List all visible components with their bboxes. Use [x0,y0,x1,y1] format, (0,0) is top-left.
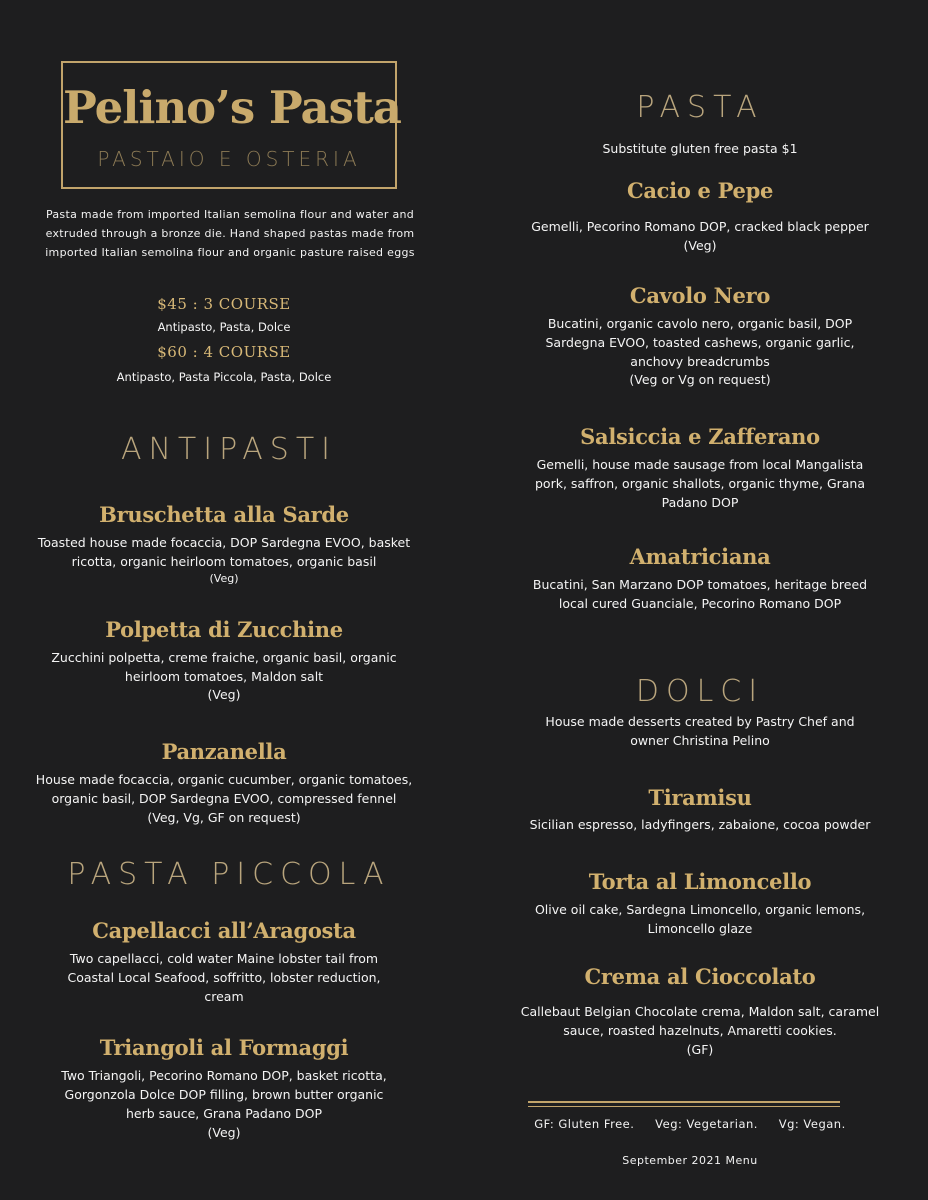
dish-note: (Veg) [207,1125,241,1140]
dish-name: Bruschetta alla Sarde [99,502,349,527]
logo-box [61,61,401,189]
menu-date: September 2021 Menu [622,1154,758,1167]
restaurant-tagline: PASTAIO E OSTERIA [97,147,361,171]
dolci-subtitle: House made desserts created by Pastry Chef and owner Christina Pelino [545,714,855,748]
dish-note: (Veg, Vg, GF on request) [147,810,301,825]
antipasti-heading: ANTIPASTI [120,432,338,467]
dish-note: (Veg or Vg on request) [629,372,771,387]
dish-description: Gemelli, Pecorino Romano DOP, cracked black pepper [531,219,869,234]
dish-name: Torta al Limoncello [588,869,812,894]
dish-name: Triangoli al Formaggi [99,1035,349,1060]
dish-name: Polpetta di Zucchine [105,617,343,642]
dish-description: Gemelli, house made sausage from local Mangalista pork, saffron, organic shallots, organic thyme, Grana Padano DOP [534,457,866,510]
dish-note: (GF) [686,1042,714,1057]
dish-description: Bucatini, San Marzano DOP tomatoes, heritage breed local cured Guanciale, Pecorino Romano DOP [532,577,868,611]
divider-line [528,1101,840,1103]
dish-name: Cavolo Nero [629,283,771,308]
dish-name: Amatriciana [629,544,771,569]
dish-name: Panzanella [161,739,287,764]
diet-legend: GF: Gluten Free. Veg: Vegetarian. Vg: Vegan. [534,1117,846,1131]
course4-items: Antipasto, Pasta Piccola, Pasta, Dolce [116,370,332,384]
dish-name: Cacio e Pepe [626,178,774,203]
dolci-heading: DOLCI [635,674,765,709]
dish-description: Two Triangoli, Pecorino Romano DOP, basket ricotta, Gorgonzola Dolce DOP filling, brown butter organic herb sauce, Grana Padano DOP [61,1068,387,1121]
divider-line [528,1106,840,1107]
dish-description: Bucatini, organic cavolo nero, organic basil, DOP Sardegna EVOO, toasted cashews, organic garlic, anchovy breadcrumbs [545,316,855,369]
dish-note: (Veg) [209,572,239,585]
pasta-heading: PASTA [636,90,764,125]
dish-description: Two capellacci, cold water Maine lobster tail from Coastal Local Seafood, soffritto, lobster reduction, cream [67,951,381,1004]
dish-description: Callebaut Belgian Chocolate crema, Maldon salt, caramel sauce, roasted hazelnuts, Amaretti cookies. [520,1004,880,1038]
dish-note: (Veg) [207,687,241,702]
course3-items: Antipasto, Pasta, Dolce [157,320,291,334]
dish-name: Tiramisu [648,785,752,810]
dish-description: Olive oil cake, Sardegna Limoncello, organic lemons, Limoncello glaze [534,902,866,936]
dish-name: Salsiccia e Zafferano [580,424,820,449]
dish-note: (Veg) [683,238,717,253]
course3-price: $45 : 3 COURSE [157,295,291,313]
intro-text: Pasta made from imported Italian semolina flour and water and extruded through a bronze die. Hand shaped pastas made from imported Italian semolina flour and organic pasture raised eggs [45,208,415,259]
dish-description: Sicilian espresso, ladyfingers, zabaione, cocoa powder [529,817,871,832]
pasta-piccola-heading: PASTA PICCOLA [67,857,391,892]
dish-description: Toasted house made focaccia, DOP Sardegna EVOO, basket ricotta, organic heirloom tomatoes, organic basil [37,535,411,569]
course4-price: $60 : 4 COURSE [157,343,291,361]
pasta-subtitle: Substitute gluten free pasta $1 [602,141,798,156]
dish-description: Zucchini polpetta, creme fraiche, organic basil, organic heirloom tomatoes, Maldon salt [51,650,397,684]
dish-name: Capellacci all’Aragosta [92,918,356,943]
dish-description: House made focaccia, organic cucumber, organic tomatoes, organic basil, DOP Sardegna EVOO, compressed fennel [35,772,413,806]
restaurant-name: Pelino’s Pasta [63,81,401,134]
dish-name: Crema al Cioccolato [584,964,816,989]
